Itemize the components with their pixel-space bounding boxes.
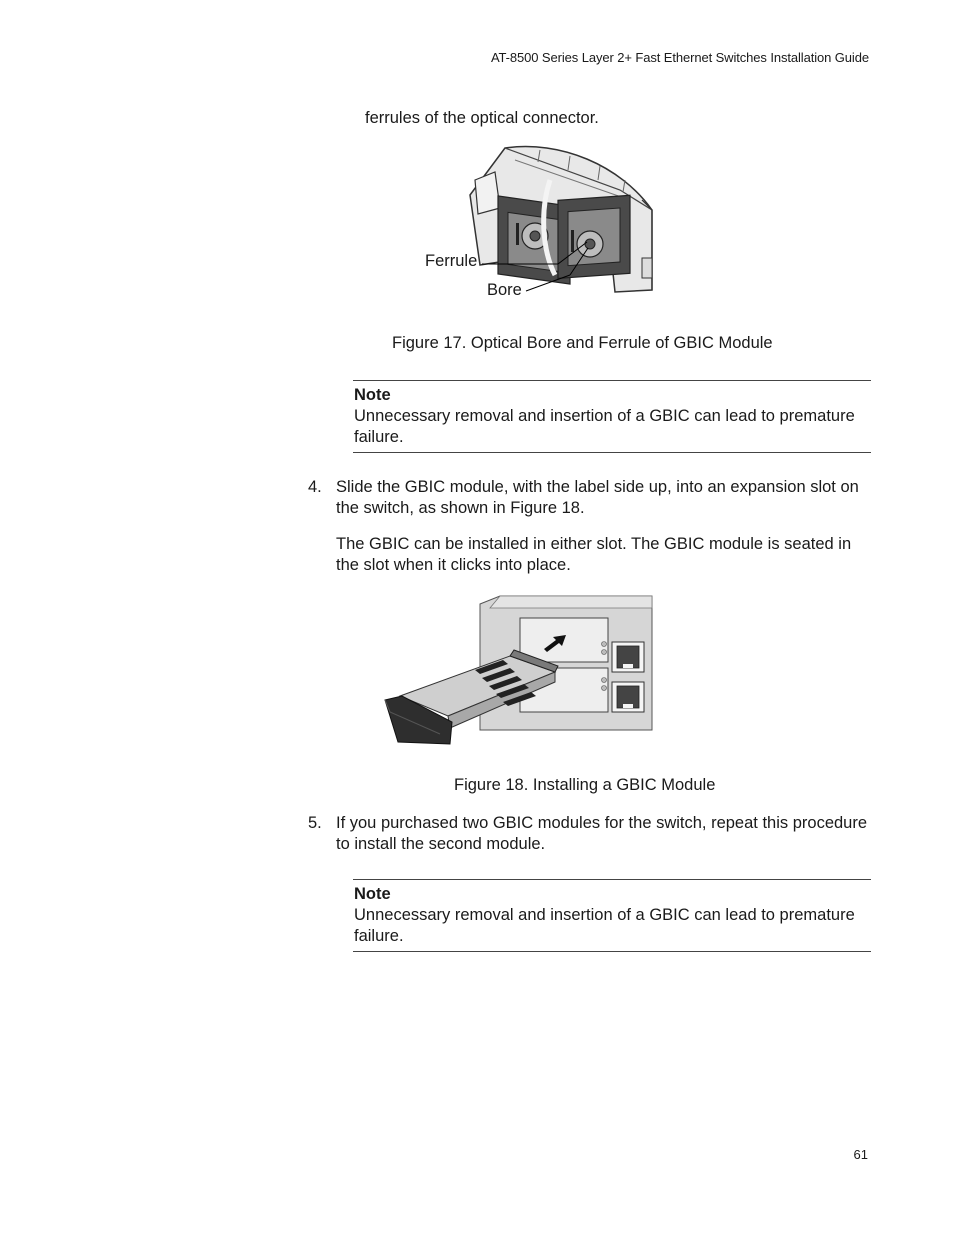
note-title: Note — [354, 386, 391, 404]
figure17-caption: Figure 17. Optical Bore and Ferrule of GBIC Module — [392, 334, 773, 352]
step-5 — [0, 813, 954, 863]
note-text: Unnecessary removal and insertion of a GBIC can lead to premature failure. — [354, 906, 855, 945]
step-number: 5. — [308, 814, 322, 832]
step-4 — [0, 477, 954, 527]
step-text: If you purchased two GBIC modules for the switch, repeat this procedure to install the second module. — [336, 814, 868, 853]
note-box-2 — [353, 879, 871, 952]
bore-label: Bore — [487, 281, 522, 299]
note-text: Unnecessary removal and insertion of a GBIC can lead to premature failure. — [354, 407, 855, 446]
intro-text: ferrules of the optical connector. — [365, 109, 599, 127]
step-number: 4. — [308, 478, 322, 496]
running-header: AT-8500 Series Layer 2+ Fast Ethernet Switches Installation Guide — [490, 50, 869, 65]
figure18-illustration — [380, 594, 655, 746]
note-title: Note — [354, 885, 391, 903]
ferrule-label: Ferrule — [425, 252, 478, 270]
step-text: Slide the GBIC module, with the label side up, into an expansion slot on the switch, as shown in Figure 18. — [336, 478, 859, 517]
note-box-1 — [353, 380, 871, 453]
figure18-caption: Figure 18. Installing a GBIC Module — [454, 776, 716, 794]
figure17-illustration — [420, 140, 660, 310]
step-4-paragraph: The GBIC can be installed in either slot. The GBIC module is seated in the slot when it clicks into place. — [336, 535, 852, 574]
page-number: 61 — [853, 1147, 868, 1162]
